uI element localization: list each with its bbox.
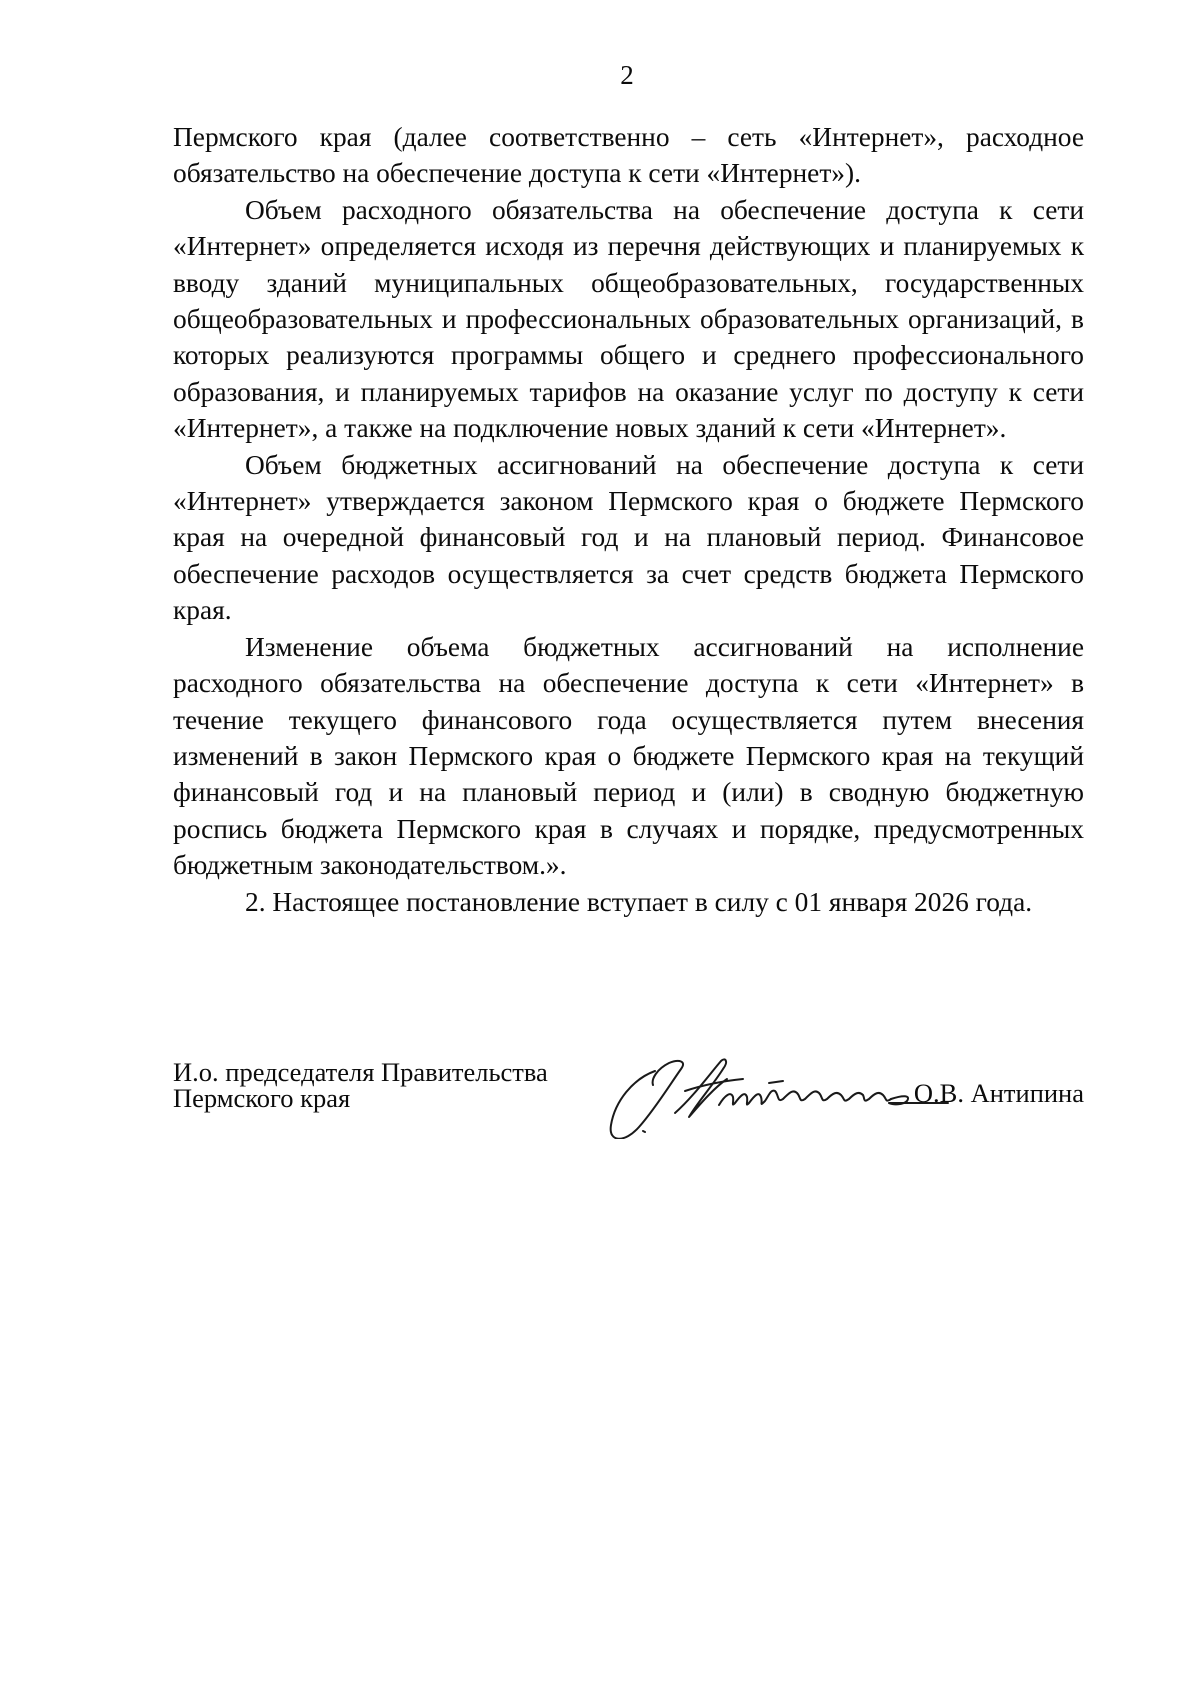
position-line-1: И.о. председателя Правительства — [173, 1057, 548, 1087]
paragraph-expense-volume: Объем расходного обязательства на обеспечение доступа к сети «Интернет» определяется исходя из перечня действующих и планируемых к вводу зданий муниципальных общеобразовательных, государственных общеобразовательных и профессиональных образовательных организаций, в которых реализуются программы общего и среднего профессионального образования, и планируемых тарифов на оказание услуг по доступу к сети «Интернет», а также на подключение новых зданий к сети «Интернет». — [173, 194, 1084, 444]
signatory-position — [173, 1059, 593, 1111]
document-body — [173, 119, 1084, 920]
paragraph-allocation-changes: Изменение объема бюджетных ассигнований на исполнение расходного обязательства на обеспечение доступа к сети «Интернет» в течение текущего финансового года осуществляется путем внесения изменений в закон Пермского края о бюджете Пермского края на текущий финансовый год и на плановый период и (или) в сводную бюджетную роспись бюджета Пермского края в случаях и порядке, предусмотренных бюджетным законодательством.». — [173, 631, 1084, 881]
paragraph-budget-allocations: Объем бюджетных ассигнований на обеспечение доступа к сети «Интернет» утверждается законом Пермского края о бюджете Пермского края на очередной финансовый год и на плановый период. Финансовое обеспечение расходов осуществляется за счет средств бюджета Пермского края. — [173, 449, 1084, 626]
signature-block — [173, 1059, 1084, 1139]
signatory-name: О.В. Антипина — [913, 1078, 1084, 1108]
paragraph-continuation: Пермского края (далее соответственно – сеть «Интернет», расходное обязательство на обеспечение доступа к сети «Интернет»). — [173, 122, 1084, 189]
position-line-2: Пермского края — [173, 1083, 351, 1113]
page-number: 2 — [620, 60, 634, 90]
paragraph-effective-date: 2. Настоящее постановление вступает в силу с 01 января 2026 года. — [245, 886, 1033, 917]
